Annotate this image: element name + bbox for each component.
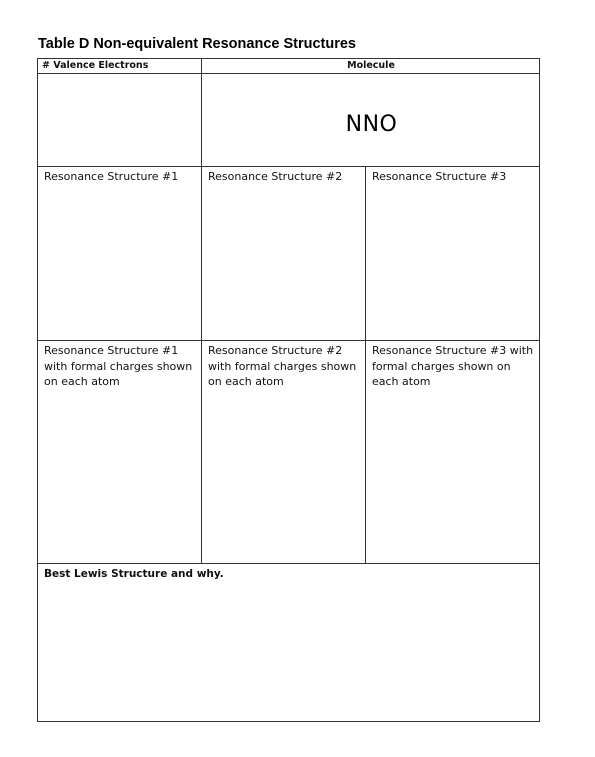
header-molecule: Molecule — [347, 60, 395, 71]
formal-charge-1-label: Resonance Structure #1 with formal charges shown on each atom — [44, 344, 193, 388]
resonance-structure-2-label: Resonance Structure #2 — [208, 170, 343, 183]
row-divider-resonance — [38, 340, 539, 341]
resonance-structure-3-label: Resonance Structure #3 — [372, 170, 507, 183]
row-divider-molecule — [38, 166, 539, 167]
molecule-formula: NNO — [345, 112, 398, 137]
formal-charge-2-label: Resonance Structure #2 with formal charges shown on each atom — [208, 344, 357, 388]
header-valence-electrons: # Valence Electrons — [42, 60, 149, 71]
valence-electrons-answer-cell[interactable] — [42, 75, 197, 165]
best-lewis-structure-label: Best Lewis Structure and why. — [44, 568, 224, 580]
column-divider-2 — [365, 166, 366, 563]
row-divider-formal-charge — [38, 563, 539, 564]
resonance-table — [37, 58, 540, 722]
formal-charge-3-label: Resonance Structure #3 with formal charges shown on each atom — [372, 344, 534, 388]
page-title: Table D Non-equivalent Resonance Structures — [38, 36, 356, 52]
resonance-structure-1-label: Resonance Structure #1 — [44, 170, 179, 183]
header-divider — [38, 73, 539, 74]
